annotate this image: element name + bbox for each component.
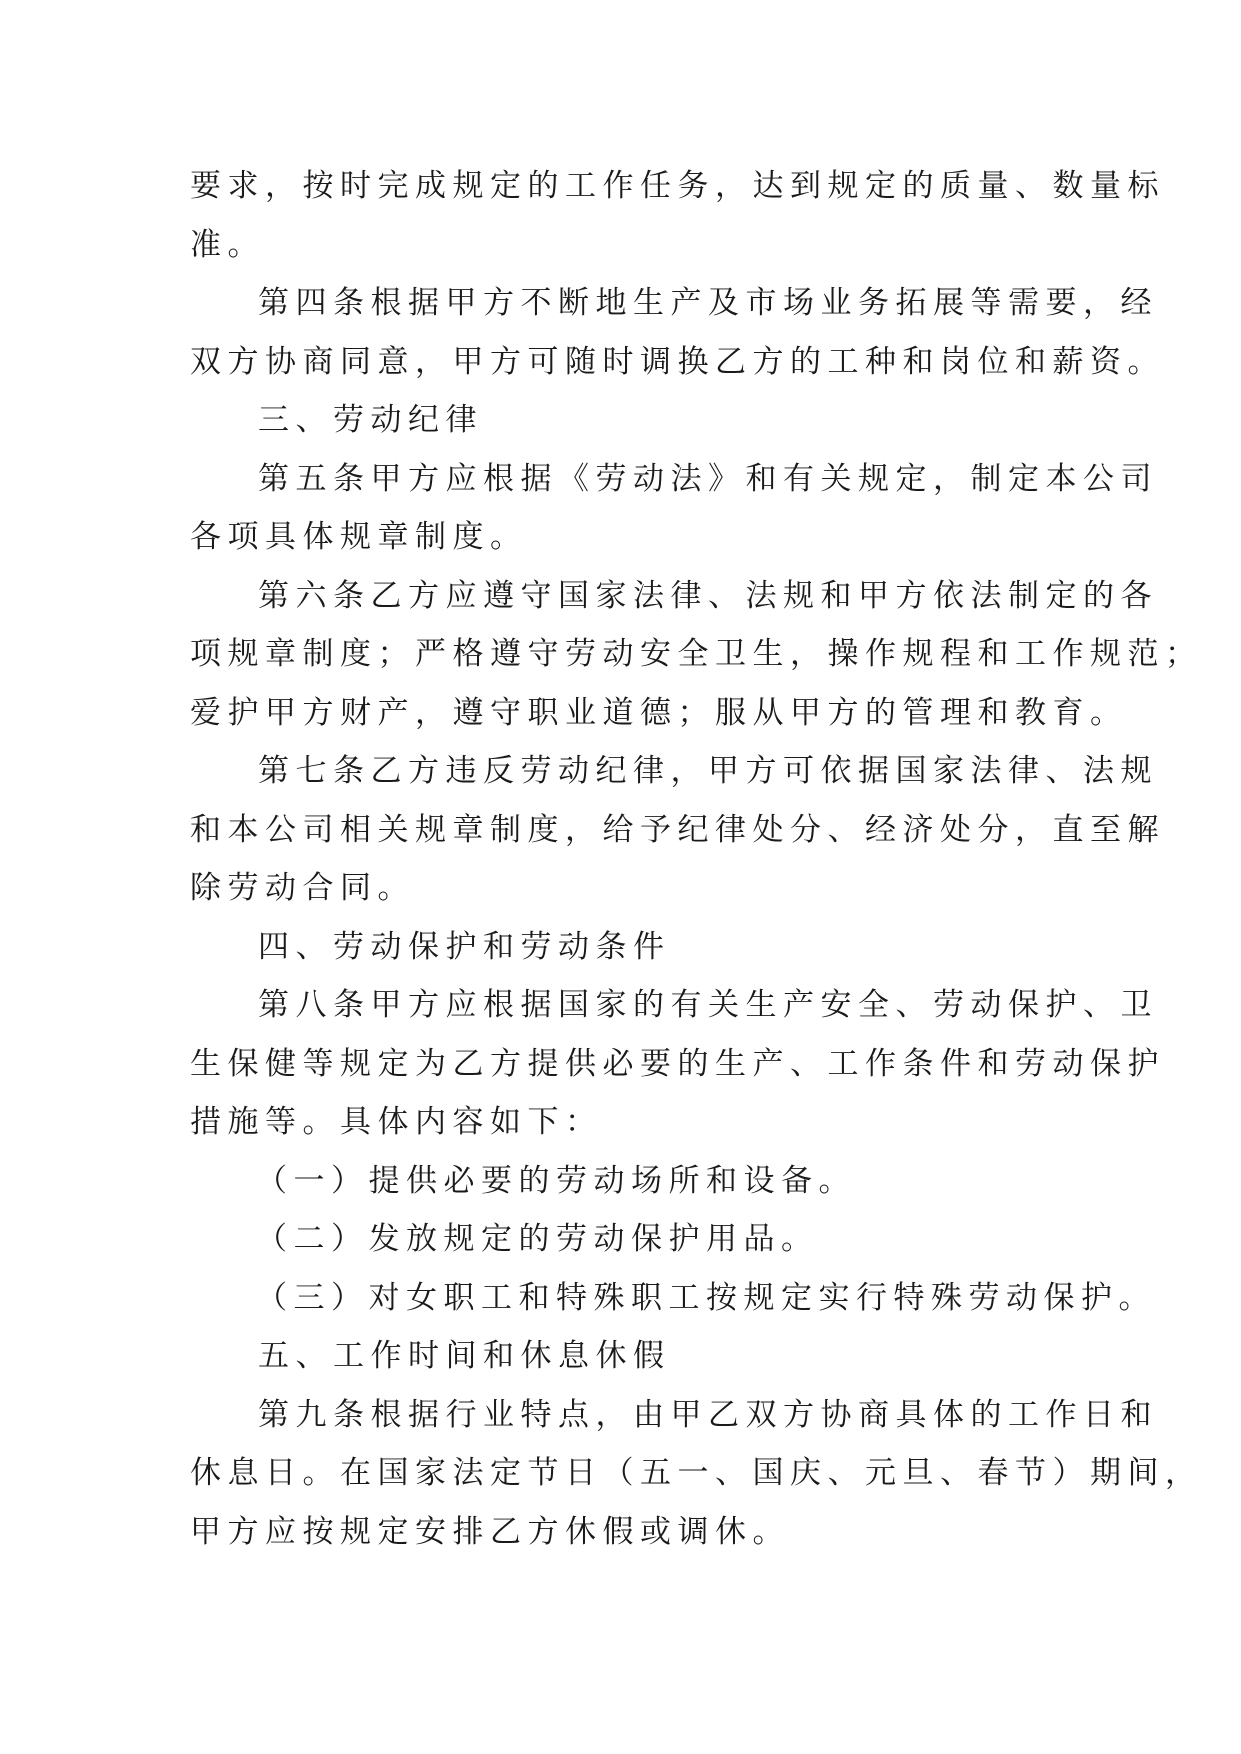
text-line: 甲方应按规定安排乙方休假或调休。 (190, 1513, 790, 1550)
text-line: 除劳动合同。 (190, 870, 415, 906)
text-line: 和本公司相关规章制度，给予纪律处分、经济处分，直至解 (190, 811, 1165, 848)
text-line: 要求，按时完成规定的工作任务，达到规定的质量、数量标 (190, 168, 1165, 204)
section-heading-5: 五、工作时间和休息休假 (258, 1338, 671, 1374)
article-8: 第八条甲方应根据国家的有关生产安全、劳动保护、卫 (258, 987, 1158, 1023)
article-9: 第九条根据行业特点，由甲乙双方协商具体的工作日和 (258, 1396, 1158, 1433)
text-line: 项规章制度；严格遵守劳动安全卫生，操作规程和工作规范； (190, 636, 1203, 672)
section-heading-3: 三、劳动纪律 (258, 402, 483, 438)
text-line: 爱护甲方财产，遵守职业道德；服从甲方的管理和教育。 (190, 694, 1128, 731)
article-7: 第七条乙方违反劳动纪律，甲方可依据国家法律、法规 (258, 753, 1158, 789)
document-body (190, 157, 1203, 1561)
section-heading-4: 四、劳动保护和劳动条件 (258, 928, 671, 965)
text-line: 休息日。在国家法定节日（五一、国庆、元旦、春节）期间， (190, 1455, 1203, 1491)
article-5: 第五条甲方应根据《劳动法》和有关规定，制定本公司 (258, 460, 1158, 497)
article-6: 第六条乙方应遵守国家法律、法规和甲方依法制定的各 (258, 577, 1158, 614)
text-line: 措施等。具体内容如下： (190, 1104, 603, 1140)
list-item: （三）对女职工和特殊职工按规定实行特殊劳动保护。 (256, 1279, 1156, 1316)
list-item: （二）发放规定的劳动保护用品。 (256, 1221, 819, 1257)
list-item: （一）提供必要的劳动场所和设备。 (256, 1162, 856, 1199)
article-4: 第四条根据甲方不断地生产及市场业务拓展等需要，经 (258, 285, 1158, 321)
text-line: 双方协商同意，甲方可随时调换乙方的工种和岗位和薪资。 (190, 343, 1165, 380)
text-line: 准。 (190, 226, 265, 263)
text-line: 生保健等规定为乙方提供必要的生产、工作条件和劳动保护 (190, 1045, 1165, 1082)
text-line: 各项具体规章制度。 (190, 519, 528, 555)
